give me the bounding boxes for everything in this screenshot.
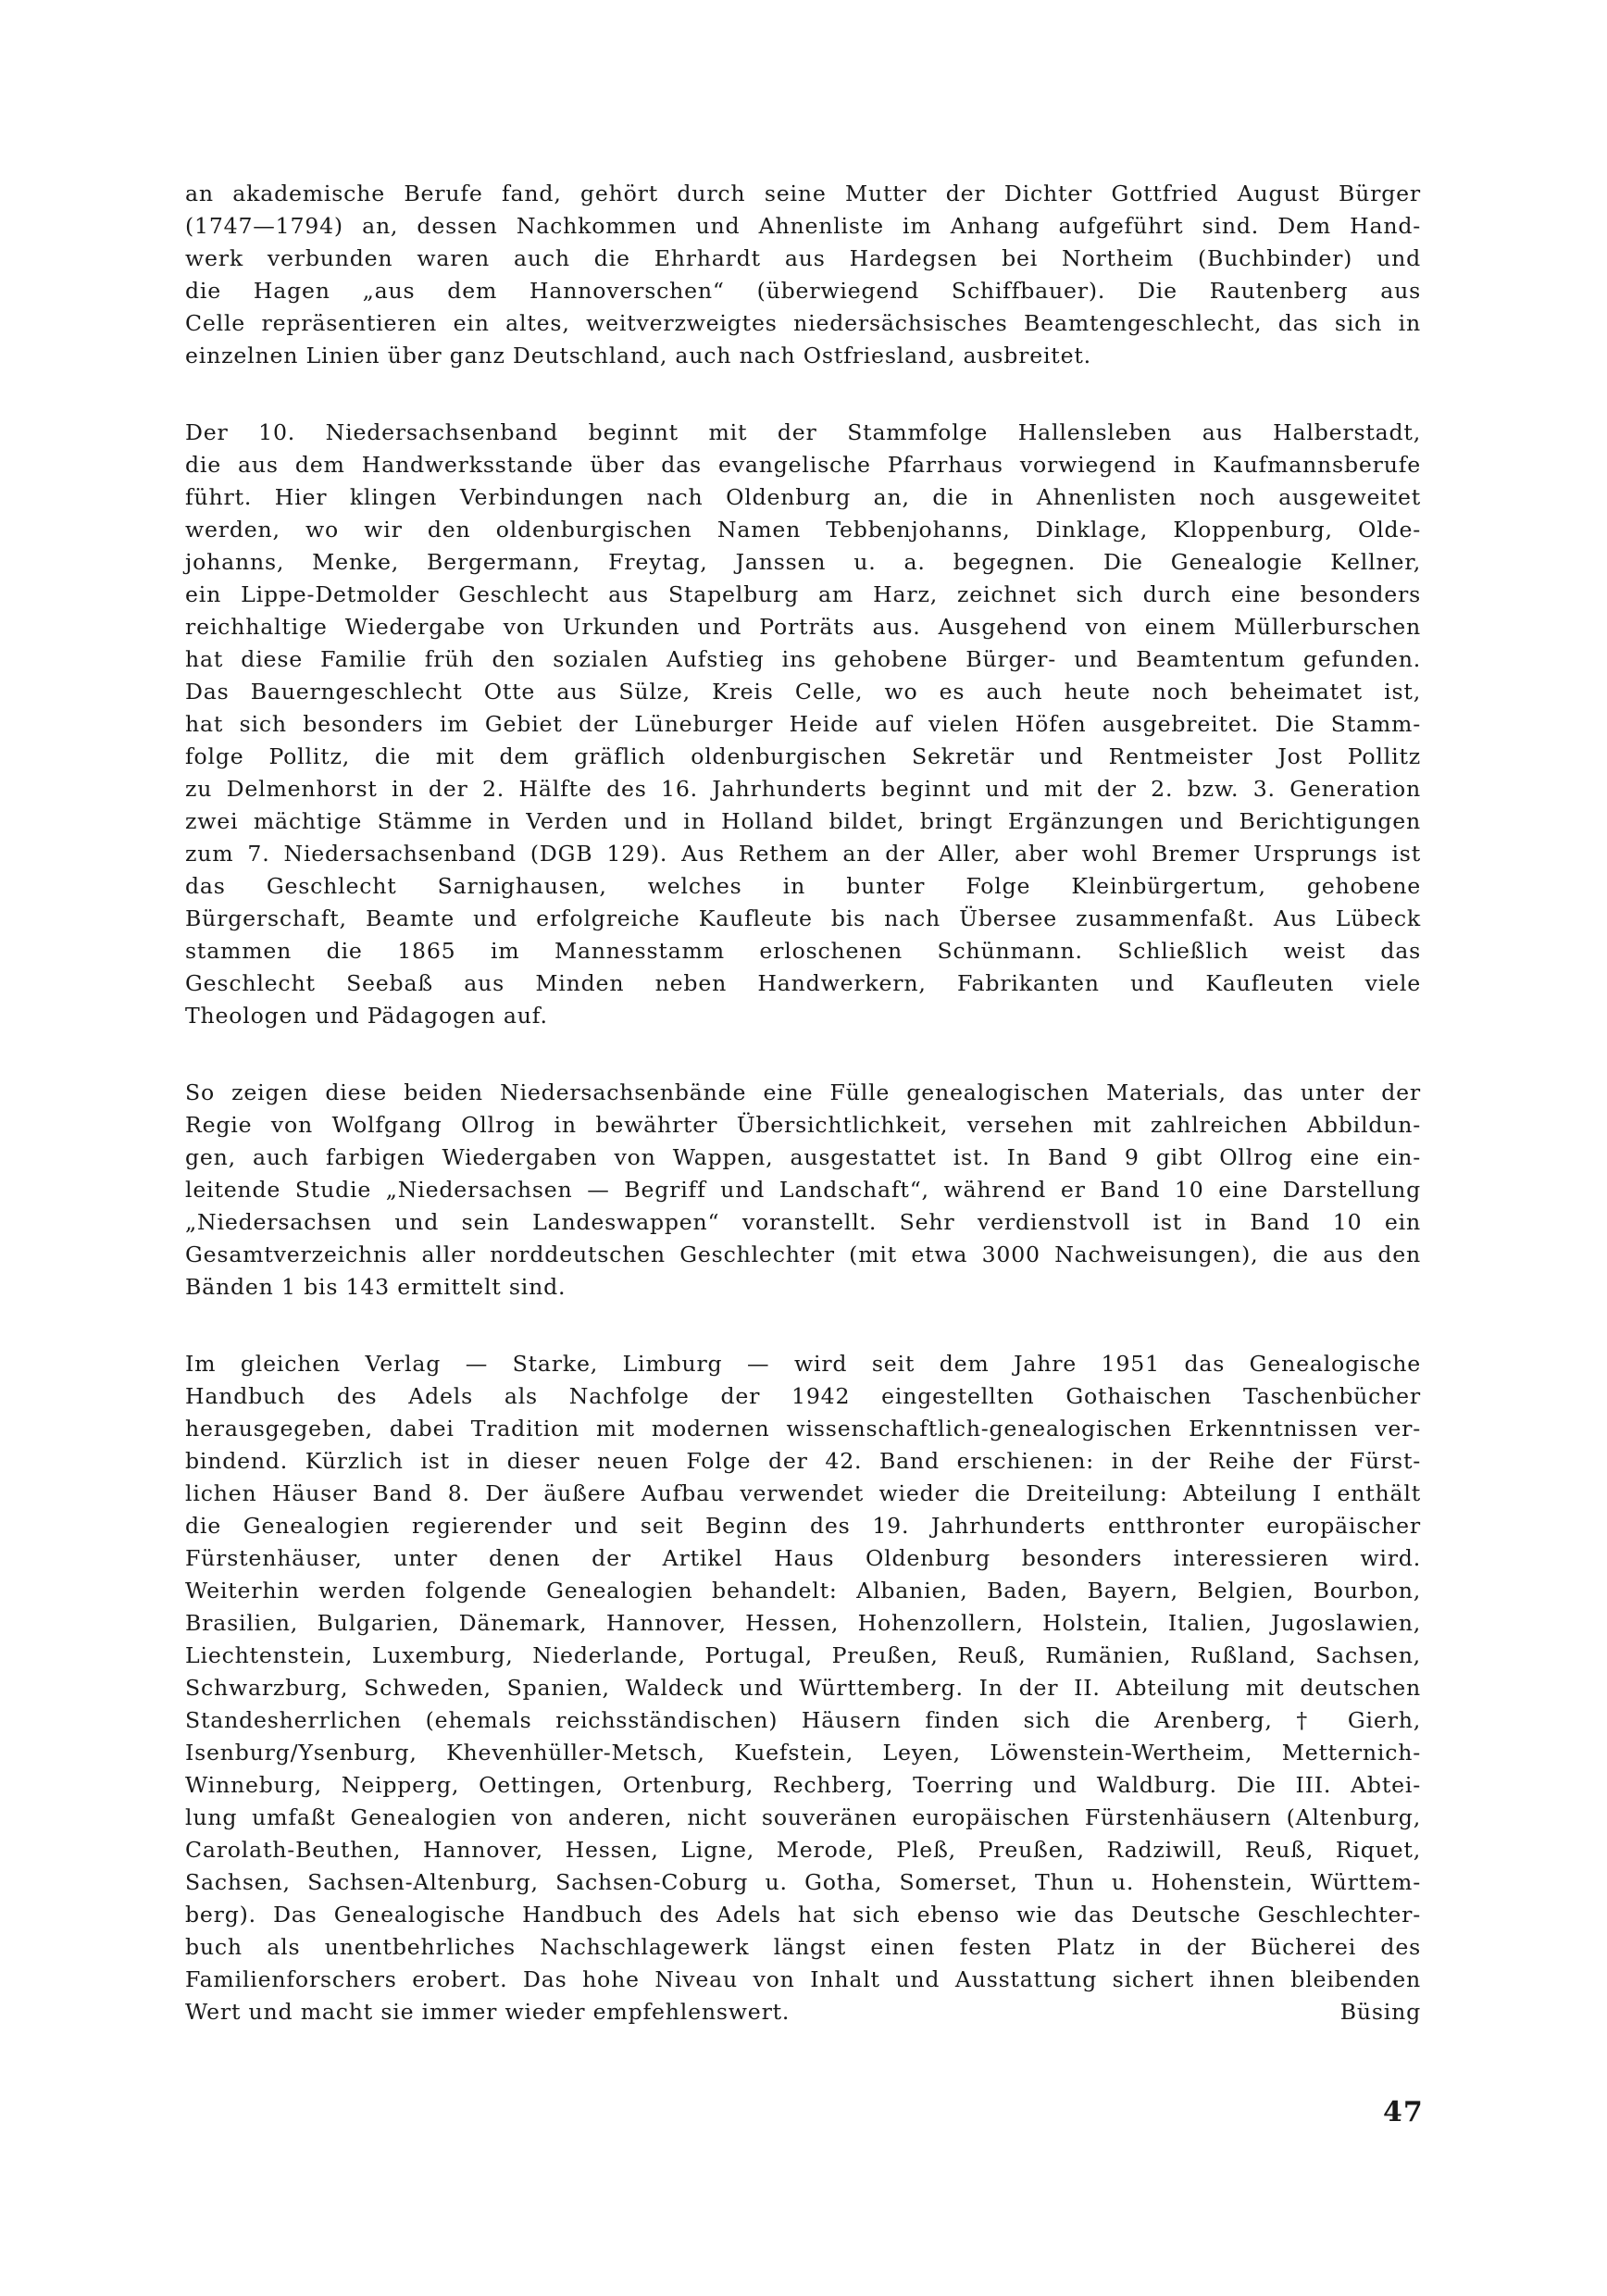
text-line: hat diese Familie früh den sozialen Aufstieg ins gehobene Bürger- und Beamtentum gefunden. (185, 646, 1421, 672)
text-line: lung umfaßt Genealogien von anderen, nicht souveränen europäischen Fürstenhäusern (Altenburg, (185, 1804, 1421, 1830)
text-line: zum 7. Niedersachsenband (DGB 129). Aus Rethem an der Aller, aber wohl Bremer Ursprungs ist (185, 841, 1421, 867)
text-line: folge Pollitz, die mit dem gräflich oldenburgischen Sekretär und Rentmeister Jost Pollitz (185, 743, 1421, 769)
paragraph (185, 1348, 1421, 2028)
text-line: Handbuch des Adels als Nachfolge der 1942 eingestellten Gothaischen Taschenbücher (185, 1383, 1421, 1409)
text-line: die Hagen „aus dem Hannoverschen“ (überwiegend Schiffbauer). Die Rautenberg aus (185, 278, 1421, 304)
text-line: Der 10. Niedersachsenband beginnt mit der Stammfolge Hallensleben aus Halberstadt, (185, 419, 1421, 445)
text-line: (1747—1794) an, dessen Nachkommen und Ahnenliste im Anhang aufgeführt sind. Dem Hand- (185, 213, 1421, 239)
text-line: ein Lippe-Detmolder Geschlecht aus Stapelburg am Harz, zeichnet sich durch eine besonders (185, 581, 1421, 607)
text-line: lichen Häuser Band 8. Der äußere Aufbau verwendet wieder die Dreiteilung: Abteilung I enthält (185, 1480, 1421, 1506)
text-line: einzelnen Linien über ganz Deutschland, auch nach Ostfriesland, ausbreitet. (185, 343, 1091, 368)
text-line: Standesherrlichen (ehemals reichsständischen) Häusern finden sich die Arenberg, † Gierh, (185, 1707, 1421, 1733)
paragraph (185, 178, 1421, 372)
text-line: Gesamtverzeichnis aller norddeutschen Geschlechter (mit etwa 3000 Nachweisungen), die aus den (185, 1242, 1421, 1267)
page-number: 47 (1383, 2096, 1424, 2128)
text-line: führt. Hier klingen Verbindungen nach Oldenburg an, die in Ahnenlisten noch ausgeweitet (185, 484, 1421, 510)
text-line: die Genealogien regierender und seit Beginn des 19. Jahrhunderts entthronter europäischer (185, 1513, 1421, 1539)
text-line: zu Delmenhorst in der 2. Hälfte des 16. Jahrhunderts beginnt und mit der 2. bzw. 3. Generation (185, 776, 1421, 802)
text-line: berg). Das Genealogische Handbuch des Adels hat sich ebenso wie das Deutsche Geschlechter- (185, 1902, 1421, 1928)
text-line: reichhaltige Wiedergabe von Urkunden und Porträts aus. Ausgehend von einem Müllerburschen (185, 614, 1421, 640)
text-line: Geschlecht Seebaß aus Minden neben Handwerkern, Fabrikanten und Kaufleuten viele (185, 970, 1421, 996)
text-line: an akademische Berufe fand, gehört durch seine Mutter der Dichter Gottfried August Bürger (185, 181, 1421, 206)
text-line: So zeigen diese beiden Niedersachsenbände eine Fülle genealogischen Materials, das unter der (185, 1079, 1421, 1105)
text-line: leitende Studie „Niedersachsen — Begriff und Landschaft“, während er Band 10 eine Darstellung (185, 1177, 1421, 1203)
text-line: Bürgerschaft, Beamte und erfolgreiche Kaufleute bis nach Übersee zusammenfaßt. Aus Lübeck (185, 905, 1421, 931)
text-line: hat sich besonders im Gebiet der Lüneburger Heide auf vielen Höfen ausgebreitet. Die Stamm- (185, 711, 1421, 737)
text-line: Schwarzburg, Schweden, Spanien, Waldeck und Württemberg. In der II. Abteilung mit deutschen (185, 1675, 1421, 1701)
text-line: stammen die 1865 im Mannesstamm erloschenen Schünmann. Schließlich weist das (185, 938, 1421, 964)
text-line: Bänden 1 bis 143 ermittelt sind. (185, 1274, 567, 1300)
text-line: Isenburg/Ysenburg, Khevenhüller-Metsch, Kuefstein, Leyen, Löwenstein-Wertheim, Metternich- (185, 1740, 1421, 1766)
page-body (185, 178, 1421, 2073)
text-line: zwei mächtige Stämme in Verden und in Holland bildet, bringt Ergänzungen und Berichtigungen (185, 808, 1421, 834)
text-line: Liechtenstein, Luxemburg, Niederlande, Portugal, Preußen, Reuß, Rumänien, Rußland, Sachsen, (185, 1642, 1421, 1668)
text-line: werk verbunden waren auch die Ehrhardt aus Hardegsen bei Northeim (Buchbinder) und (185, 245, 1421, 271)
text-line: gen, auch farbigen Wiedergaben von Wappen, ausgestattet ist. In Band 9 gibt Ollrog eine ein- (185, 1144, 1421, 1170)
text-line: Familienforschers erobert. Das hohe Niveau von Inhalt und Ausstattung sichert ihnen bleibenden (185, 1966, 1421, 1992)
text-line: Weiterhin werden folgende Genealogien behandelt: Albanien, Baden, Bayern, Belgien, Bourbon, (185, 1578, 1421, 1603)
text-line: werden, wo wir den oldenburgischen Namen Tebbenjohanns, Dinklage, Kloppenburg, Olde- (185, 517, 1421, 543)
text-line: Carolath-Beuthen, Hannover, Hessen, Ligne, Merode, Pleß, Preußen, Radziwill, Reuß, Riquet, (185, 1837, 1421, 1863)
text-line: bindend. Kürzlich ist in dieser neuen Folge der 42. Band erschienen: in der Reihe der Fürst- (185, 1448, 1421, 1474)
article-text (185, 178, 1421, 2028)
text-line: Fürstenhäuser, unter denen der Artikel Haus Oldenburg besonders interessieren wird. (185, 1545, 1421, 1571)
text-line: Theologen und Pädagogen auf. (185, 1003, 548, 1029)
text-line: johanns, Menke, Bergermann, Freytag, Janssen u. a. begegnen. Die Genealogie Kellner, (185, 549, 1421, 575)
text-line: die aus dem Handwerksstande über das evangelische Pfarrhaus vorwiegend in Kaufmannsberufe (185, 452, 1421, 478)
text-line: Im gleichen Verlag — Starke, Limburg — wird seit dem Jahre 1951 das Genealogische (185, 1351, 1421, 1377)
text-line: das Geschlecht Sarnighausen, welches in bunter Folge Kleinbürgertum, gehobene (185, 873, 1421, 899)
paragraph (185, 417, 1421, 1032)
paragraph (185, 1077, 1421, 1304)
text-line: Regie von Wolfgang Ollrog in bewährter Übersichtlichkeit, versehen mit zahlreichen Abbildun- (185, 1112, 1421, 1138)
text-line: herausgegeben, dabei Tradition mit modernen wissenschaftlich-genealogischen Erkenntnissen ver- (185, 1416, 1421, 1441)
text-line: Celle repräsentieren ein altes, weitverzweigtes niedersächsisches Beamtengeschlecht, das sich in (185, 310, 1421, 336)
author-signature: Büsing (1339, 1999, 1421, 2025)
text-line: buch als unentbehrliches Nachschlagewerk längst einen festen Platz in der Bücherei des (185, 1934, 1421, 1960)
text-line: Brasilien, Bulgarien, Dänemark, Hannover, Hessen, Hohenzollern, Holstein, Italien, Jugoslawien, (185, 1610, 1421, 1636)
text-line: Wert und macht sie immer wieder empfehlenswert. (185, 1999, 791, 2025)
text-line: „Niedersachsen und sein Landeswappen“ voranstellt. Sehr verdienstvoll ist in Band 10 ein (185, 1209, 1421, 1235)
text-line: Winneburg, Neipperg, Oettingen, Ortenburg, Rechberg, Toerring und Waldburg. Die III. Abtei- (185, 1772, 1421, 1798)
text-line: Sachsen, Sachsen-Altenburg, Sachsen-Coburg u. Gotha, Somerset, Thun u. Hohenstein, Württem- (185, 1869, 1421, 1895)
text-line: Das Bauerngeschlecht Otte aus Sülze, Kreis Celle, wo es auch heute noch beheimatet ist, (185, 679, 1421, 705)
